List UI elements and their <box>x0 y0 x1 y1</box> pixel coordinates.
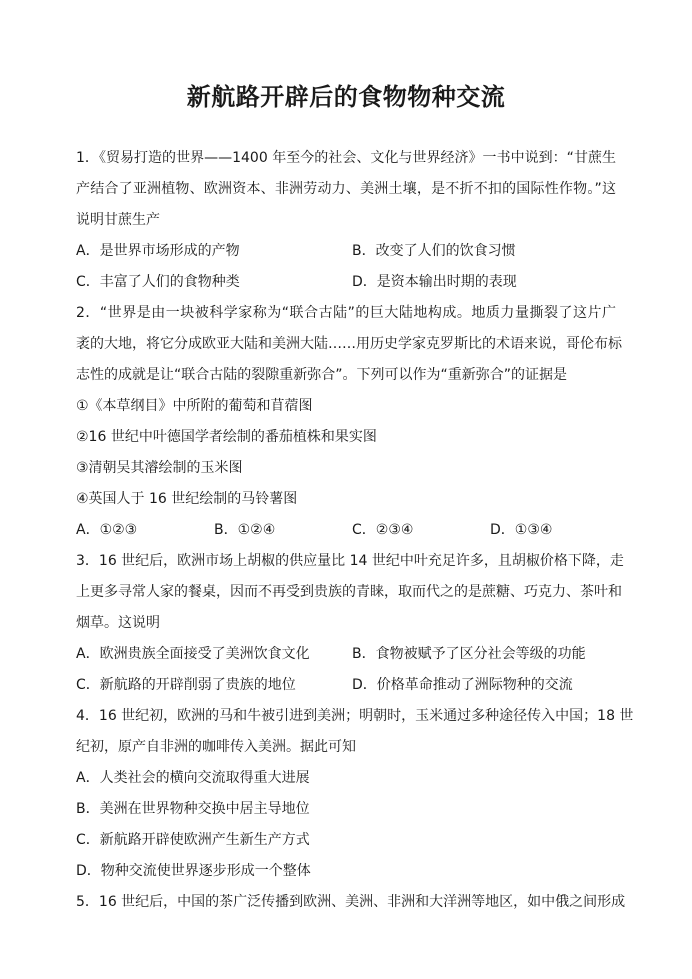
question-3-option-d: D．价格革命推动了洲际物种的交流 <box>352 677 573 693</box>
question-3-option-a: A．欧洲贵族全面接受了美洲饮食文化 <box>76 646 310 662</box>
question-3-line-2: 上更多寻常人家的餐桌，因而不再受到贵族的青睐，取而代之的是蔗糖、巧克力、茶叶和 <box>76 584 622 600</box>
question-2-line-3: 志性的成就是让“联合古陆的裂隙重新弥合”。下列可以作为“重新弥合”的证据是 <box>76 367 568 383</box>
question-2-option-b: B．①②④ <box>214 522 276 538</box>
question-4-line-1: 4．16 世纪初，欧洲的马和牛被引进到美洲；明朝时，玉米通过多种途径传入中国；18 世 <box>76 708 634 724</box>
question-2-line-1: 2．“世界是由一块被科学家称为“联合古陆”的巨大陆地构成。地质力量撕裂了这片广 <box>76 305 616 321</box>
question-3-line-1: 3．16 世纪后，欧洲市场上胡椒的供应量比 14 世纪中叶充足许多，且胡椒价格下降，走 <box>76 553 624 569</box>
question-2-item-2: ②16 世纪中叶德国学者绘制的番茄植株和果实图 <box>76 429 377 445</box>
page-title: 新航路开辟后的食物物种交流 <box>186 83 506 111</box>
question-2-option-a: A．①②③ <box>76 522 138 538</box>
question-2-line-2: 袤的大地，将它分成欧亚大陆和美洲大陆……用历史学家克罗斯比的术语来说，哥伦布标 <box>76 336 622 352</box>
question-1-line-3: 说明甘蔗生产 <box>76 212 160 228</box>
question-5-line-1: 5．16 世纪后，中国的茶广泛传播到欧洲、美洲、非洲和大洋洲等地区，如中俄之间形成 <box>76 894 626 910</box>
question-1-option-d: D．是资本输出时期的表现 <box>352 274 517 290</box>
question-4-option-c: C．新航路开辟使欧洲产生新生产方式 <box>76 832 310 848</box>
question-1-option-b: B．改变了人们的饮食习惯 <box>352 243 516 259</box>
question-1-line-1: 1．《贸易打造的世界——1400 年至今的社会、文化与世界经济》一书中说到：“甘蔗生 <box>76 150 616 166</box>
question-2-item-4: ④英国人于 16 世纪绘制的马铃薯图 <box>76 491 298 507</box>
question-4-option-d: D．物种交流使世界逐步形成一个整体 <box>76 863 311 879</box>
question-2-item-3: ③清朝吴其濬绘制的玉米图 <box>76 460 243 476</box>
question-2-option-c: C．②③④ <box>352 522 414 538</box>
question-3-option-c: C．新航路的开辟削弱了贵族的地位 <box>76 677 296 693</box>
question-2-option-d: D．①③④ <box>490 522 553 538</box>
question-4-line-2: 纪初，原产自非洲的咖啡传入美洲。据此可知 <box>76 739 356 755</box>
question-3-option-b: B．食物被赋予了区分社会等级的功能 <box>352 646 586 662</box>
question-1-option-a: A．是世界市场形成的产物 <box>76 243 240 259</box>
question-3-line-3: 烟草。这说明 <box>76 615 160 631</box>
question-2-item-1: ①《本草纲目》中所附的葡萄和苜蓿图 <box>76 398 313 414</box>
question-1-line-2: 产结合了亚洲植物、欧洲资本、非洲劳动力、美洲土壤，是不折不扣的国际性作物。”这 <box>76 181 616 197</box>
question-1-option-c: C．丰富了人们的食物种类 <box>76 274 240 290</box>
question-4-option-a: A．人类社会的横向交流取得重大进展 <box>76 770 310 786</box>
question-4-option-b: B．美洲在世界物种交换中居主导地位 <box>76 801 310 817</box>
